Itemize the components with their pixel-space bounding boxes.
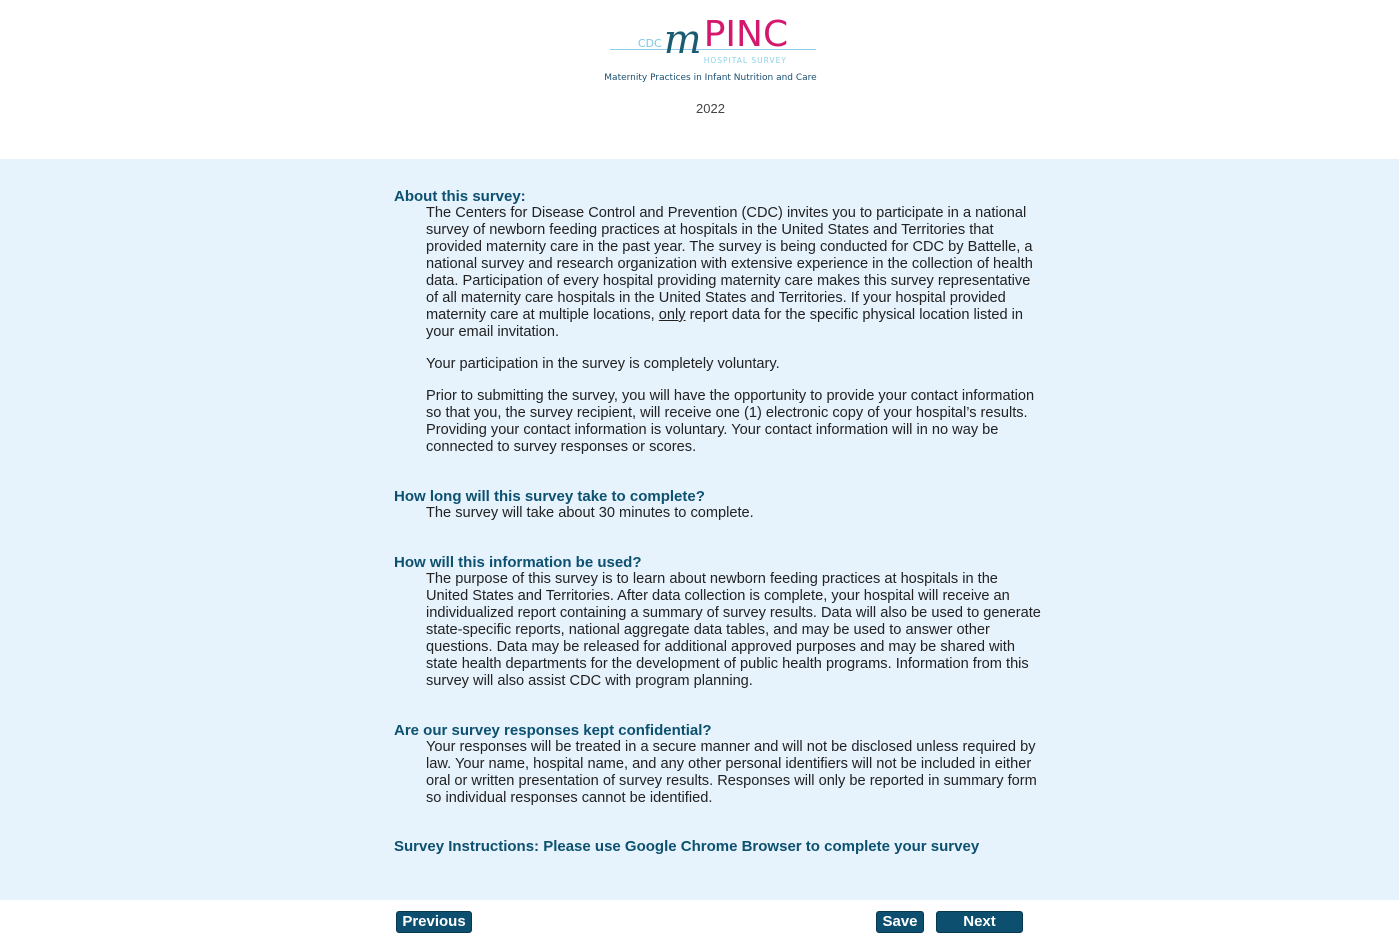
tagline: Maternity Practices in Infant Nutrition and Care [604, 73, 817, 83]
usage-paragraph: The purpose of this survey is to learn about newborn feeding practices at hospitals in the United States and Territories. After data collection is complete, your hospital will receive an individualized report containing a summary of survey results. Data will also be used to generate state-specific reports, national aggregate data tables, and may be used to answer other questions. Data may be released for additional approved purposes and may be shared with state health departments for the development of public health programs. Information from this survey will also assist CDC with program planning. [426, 571, 1041, 689]
logo-cdc: CDC [637, 37, 662, 50]
section-heading: How will this information be used? [394, 554, 642, 571]
section-heading: How long will this survey take to complete? [394, 488, 705, 505]
save-button[interactable]: Save [876, 911, 924, 933]
intro-panel [0, 159, 1399, 900]
next-button[interactable]: Next [936, 911, 1023, 933]
about-paragraph [426, 205, 1044, 341]
survey-instructions: Survey Instructions: Please use Google Chrome Browser to complete your survey [394, 838, 980, 855]
about-text-end: report data for the specific physical location listed in your email invitation. [426, 307, 1024, 340]
logo-pinc: PINC [703, 14, 789, 55]
confidential-paragraph: Your responses will be treated in a secure manner and will not be disclosed unless required by law. Your name, hospital name, and any other personal identifiers will not be included in either oral or written presentation of survey results. Responses will only be reported in summary form so individual responses cannot be identified. [426, 739, 1037, 806]
logo-m: m [663, 17, 702, 63]
voluntary-paragraph: Your participation in the survey is completely voluntary. [426, 356, 780, 372]
emphasis-only: only [658, 307, 686, 323]
duration-paragraph: The survey will take about 30 minutes to complete. [426, 505, 754, 521]
logo-subtitle: HOSPITAL SURVEY [703, 56, 787, 65]
previous-button[interactable]: Previous [396, 911, 472, 933]
section-heading: About this survey: [394, 188, 526, 205]
intro-content [394, 188, 1044, 855]
about-text: The Centers for Disease Control and Prevention (CDC) invites you to participate in a national survey of newborn feeding practices at hospitals in the United States and Territories that provided maternity care in the past year. The survey is being conducted for CDC by Battelle, a national survey and research organization with extensive experience in the collection of health data. Participation of every hospital providing maternity care makes this survey representative of all maternity care hospitals in the United States and Territories. If your hospital provided maternity care at multiple locations, [426, 205, 1033, 323]
survey-year: 2022 [696, 101, 725, 116]
header [0, 0, 1399, 159]
contact-paragraph: Prior to submitting the survey, you will have the opportunity to provide your contact information so that you, the survey recipient, will receive one (1) electronic copy of your hospital’s results. Providing your contact information is voluntary. Your contact information will in no way be connected to survey responses or scores. [426, 388, 1035, 455]
logo-wordmark [704, 16, 788, 66]
section-heading: Are our survey responses kept confidential? [394, 722, 712, 739]
mpinc-logo [608, 4, 818, 66]
